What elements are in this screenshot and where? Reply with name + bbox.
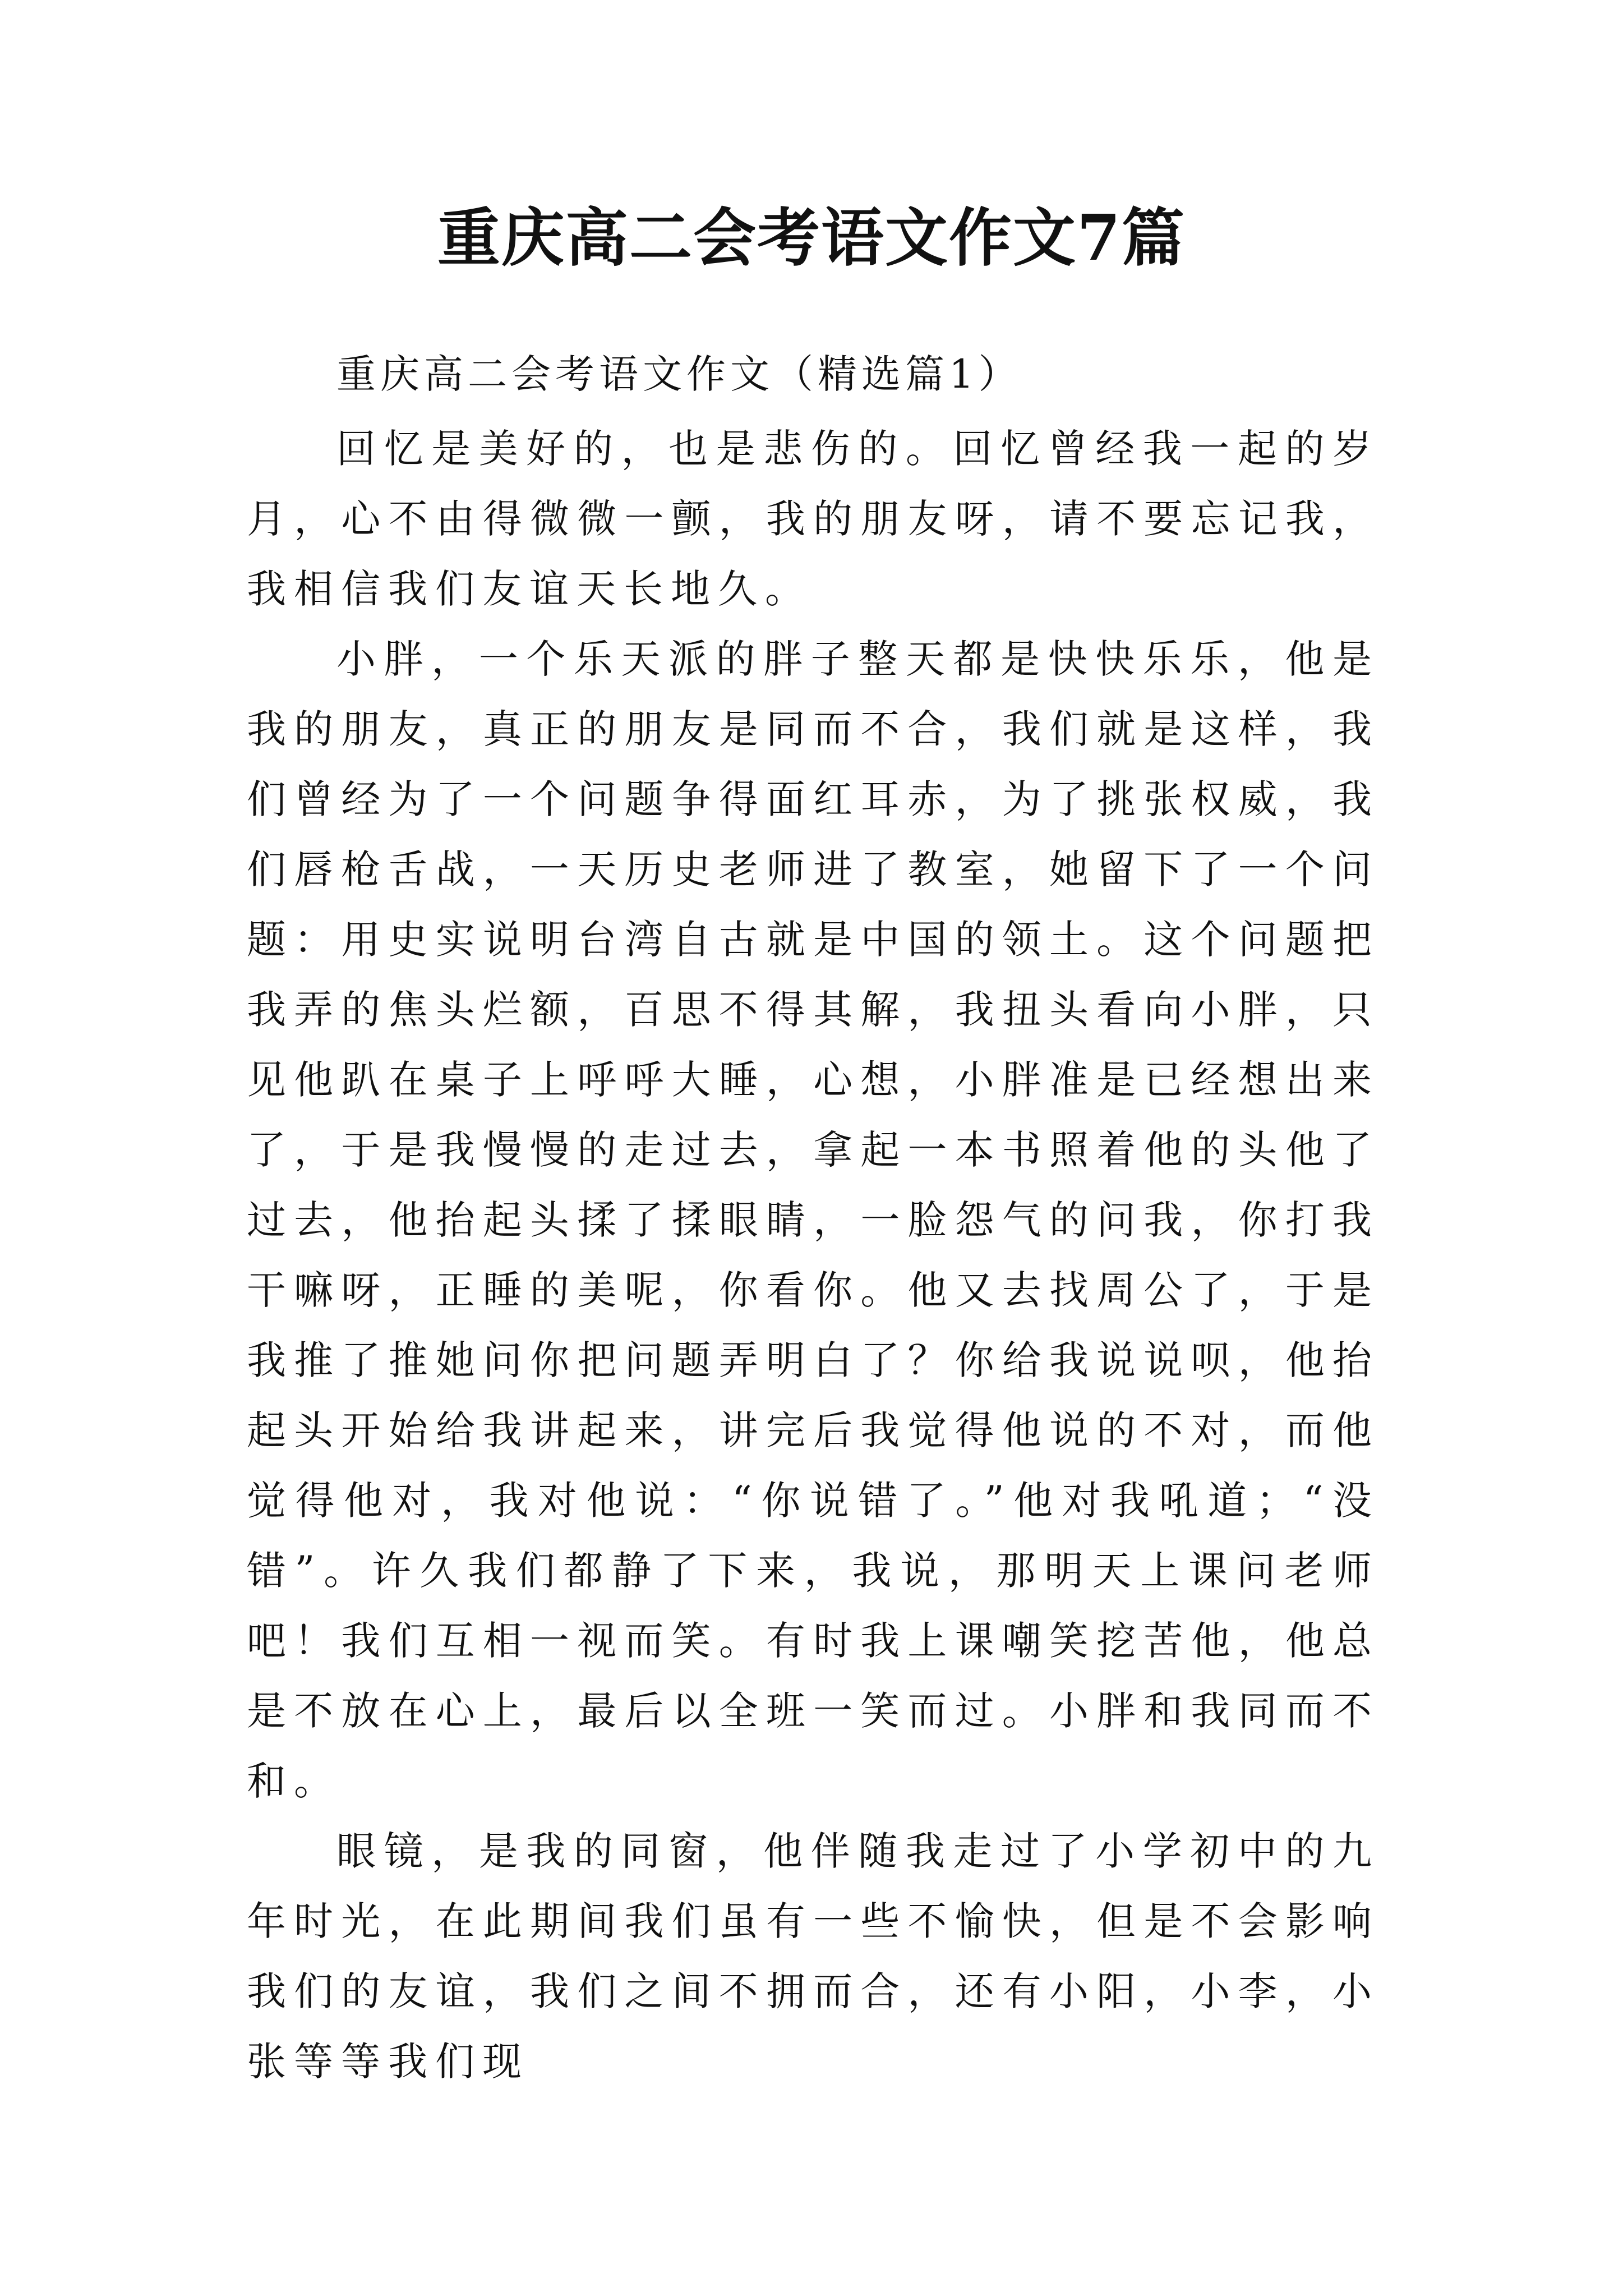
paragraph-3: 眼镜，是我的同窗，他伴随我走过了小学初中的九年时光，在此期间我们虽有一些不愉快，但是不会影响我们的友谊，我们之间不拥而合，还有小阳，小李，小张等等我们现 bbox=[247, 1828, 1380, 2085]
document-body bbox=[247, 339, 1380, 2097]
paragraph-2: 小胖，一个乐天派的胖子整天都是快快乐乐，他是我的朋友，真正的朋友是同而不合，我们就是这样，我们曾经为了一个问题争得面红耳赤，为了挑张权威，我们唇枪舌战，一天历史老师进了教室，她留下了一个问题：用史实说明台湾自古就是中国的领土。这个问题把我弄的焦头烂额，百思不得其解，我扭头看向小胖，只见他趴在桌子上呼呼大睡，心想，小胖准是已经想出来了，于是我慢慢的走过去，拿起一本书照着他的头他了过去，他抬起头揉了揉眼睛，一脸怨气的问我，你打我干嘛呀，正睡的美呢，你看你。他又去找周公了，于是我推了推她问你把问题弄明白了？你给我说说呗，他抬起头开始给我讲起来，讲完后我觉得他说的不对，而他觉得他对，我对他说：“你说错了。”他对我吼道；“没错”。许久我们都静了下来，我说，那明天上课问老师吧！我们互相一视而笑。有时我上课嘲笑挖苦他，他总是不放在心上，最后以全班一笑而过。小胖和我同而不和。 bbox=[247, 636, 1380, 1804]
section-heading: 重庆高二会考语文作文（精选篇1） bbox=[336, 351, 1022, 397]
document-title: 重庆高二会考语文作文7篇 bbox=[437, 201, 1186, 275]
paragraph-1: 回忆是美好的，也是悲伤的。回忆曾经我一起的岁月，心不由得微微一颤，我的朋友呀，请不要忘记我，我相信我们友谊天长地久。 bbox=[247, 426, 1380, 612]
